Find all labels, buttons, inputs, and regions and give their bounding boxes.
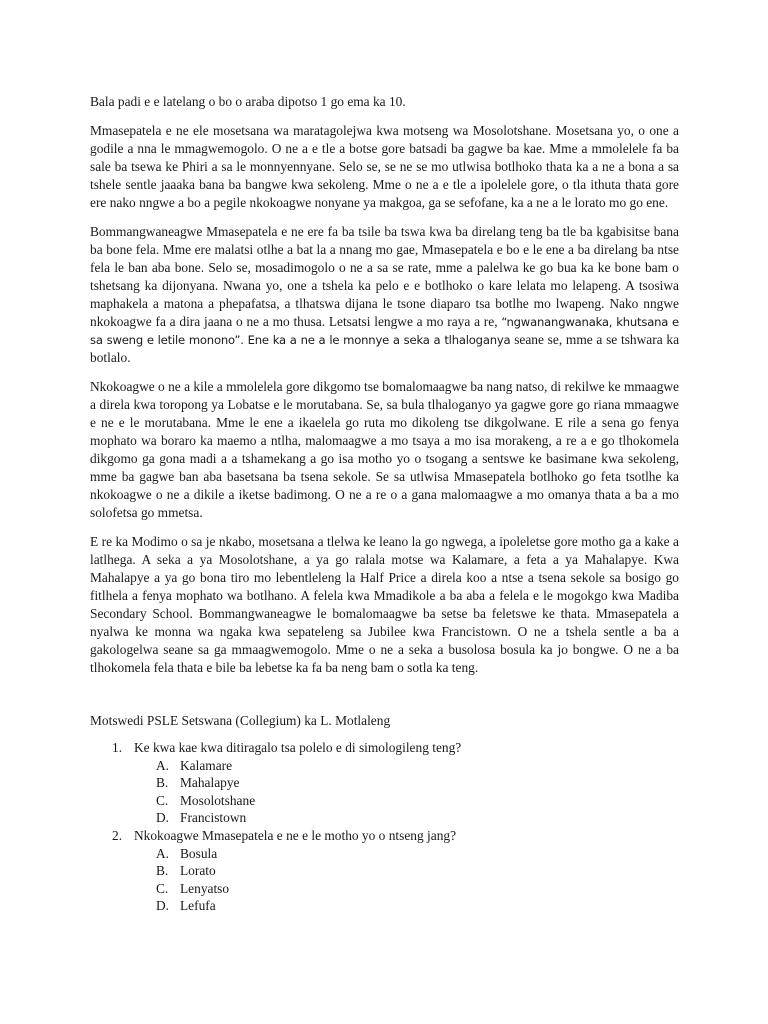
option-letter: C.: [156, 880, 169, 896]
answer-option-c: [156, 792, 679, 810]
option-letter: D.: [156, 898, 170, 914]
option-letter: A.: [156, 845, 170, 861]
question-number: 2.: [112, 827, 123, 843]
question-list: [90, 739, 679, 915]
option-text: Bosula: [180, 845, 218, 861]
option-letter: B.: [156, 775, 169, 791]
question-1: [90, 739, 679, 827]
story-paragraph-2: [90, 223, 679, 367]
story-paragraph-2-ending: seane se, mme a se tshwara ka botlalo.: [90, 332, 680, 365]
answer-option-c: [156, 880, 679, 898]
answer-option-d: [156, 897, 679, 915]
answer-option-b: [156, 862, 679, 880]
question-number: 1.: [112, 740, 123, 755]
option-letter: D.: [156, 810, 170, 826]
option-letter: B.: [156, 863, 169, 879]
source-citation: Motswedi PSLE Setswana (Collegium) ka L. Motlaleng: [90, 713, 391, 728]
story-paragraph-2-text: Bommangwaneagwe Mmasepatela e ne ere fa ba tsile ba tswa kwa ba direlang teng ba tle ba kgabisitse bana ba bone fela. Mme ere malatsi otlhe a bat la a nnang mo gae, Mmasepatela e bo e le ene a ba direlang ba ntse fela le ban aba bone. Selo se, mosadimogolo o ne a sa se rate, mme a palelwa ke go bua ka ke bone bam o tshetsang ka dijonyana. Nwana yo, one a tshela ka pelo e e botlhoko o kare lelata mo lelapeng. A tsosiwa maphakela a matona a phepafatsa, a tlhatswa dijana le tsone diaparo tsa botlhe mo lwapeng. Nako nngwe nkokoagwe fa a dira jaana o ne a mo thusa. Letsatsi lengwe a mo raya a re,: [90, 224, 679, 329]
answer-option-d: [156, 809, 679, 827]
question-text: Nkokoagwe Mmasepatela e ne e le motho yo o ntseng jang?: [134, 827, 457, 843]
question-2: [90, 827, 679, 915]
option-letter: C.: [156, 792, 169, 808]
option-letter: A.: [156, 757, 170, 773]
answer-option-a: [156, 845, 679, 863]
question-text: Ke kwa kae kwa ditiragalo tsa polelo e di simologileng teng?: [134, 740, 462, 755]
option-text: Lorato: [180, 863, 216, 879]
answer-option-a: [156, 757, 679, 775]
story-paragraph-3: Nkokoagwe o ne a kile a mmolelela gore dikgomo tse bomalomaagwe ba nang natso, di rekilwe ke mmaagwe a direla kwa toropong ya Lobatse e le morutabana. Se, sa bula tlhaloganyo ya gagwe gore go riana mmaagwe e ne e le morutabana. Mme le ene a ikaelela go ruta mo dikoleng tse dikgolwane. E rile a sena go fenya mophato wa boraro ka maemo a ntlha, malomaagwe a mo tsaya a mo isa morakeng, a re a e go tlhokomela dikgomo ga gona madi a a tshamekang a go isa motho yo o tsogang a sentswe ke basimane kwa sekoleng, mme ba gagwe ban aba basetsana ba tsena sekole. Se sa utlwisa Mmasepatela botlhoko go feta tsotlhe ka nkokoagwe o ne a dikile a iketse badimong. O ne a re o a gana malomaagwe a mo omanya thata a ba a mo solofetsa go mmetsa.: [90, 379, 680, 520]
option-text: Lenyatso: [180, 880, 230, 896]
answer-options: [134, 757, 679, 827]
story-paragraph-1: Mmasepatela e ne ele mosetsana wa maratagolejwa kwa motseng wa Mosolotshane. Mosetsana yo, o one a godile a nna le mmagwemogolo. O ne a e tle a botse gore batsadi ba gagwe ba kae. Mme a mmolelele fa ba sale ba tsewa ke Phiri a sa le monnyennyane. Selo se, se ne se mo utlwisa botlhoko thata ka a ne a bona a sa tshele sentle jaaaka bana ba bangwe kwa sekoleng. Mme o ne a e tle a ipolelele gore, o tla ithuta thata gore ere nako nngwe a bo a pegile nkokoagwe nonyane ya makgoa, ga se sefofane, ka a ne a le lorato mo go ene.: [90, 123, 679, 210]
answer-option-b: [156, 774, 679, 792]
answer-options: [134, 845, 679, 915]
option-text: Kalamare: [180, 757, 233, 773]
option-text: Lefufa: [180, 898, 216, 914]
document-page: [90, 93, 679, 915]
reading-instruction: Bala padi e e latelang o bo o araba dipotso 1 go ema ka 10.: [90, 94, 406, 109]
option-text: Mahalapye: [180, 775, 240, 791]
option-text: Mosolotshane: [180, 792, 256, 808]
story-paragraph-4: E re ka Modimo o sa je nkabo, mosetsana a tlelwa ke leano la go ngwega, a ipoleletse gore motho ga a kake a latlhega. A seka a ya Mosolotshane, a ya go ralala motse wa Kalamare, a feta a ya Mahalapye. Kwa Mahalapye a ya go bona tiro mo lebentleleng la Half Price a direla koo a ntse a tsena sekole sa bosigo go fitlhela a fenya mophato wa botlhano. A felela kwa Mmadikole a ba aba a felela e le mogokgo kwa Madiba Secondary School. Bommangwaneagwe le bomalomaagwe ba setse ba feletswe ke thata. Mmasepatela a nyalwa ke monna wa ngaka kwa sepateleng sa Jubilee kwa Francistown. O ne a tshela sentle a ba a gakologelwa seane sa ga mmaagwemogolo. Mme o ne a seka a busolosa bosula ka jo bongwe. O ne a ba tlhokomela fela thata e bile ba lebetse ka fa ba neng bam o sotla ka teng.: [90, 534, 679, 675]
proverb-quote: “ngwanangwanaka, khutsana e sa sweng e letile monono”. Ene ka a ne a le monnye a seka a tlhaloganya: [90, 315, 679, 347]
option-text: Francistown: [180, 810, 247, 826]
